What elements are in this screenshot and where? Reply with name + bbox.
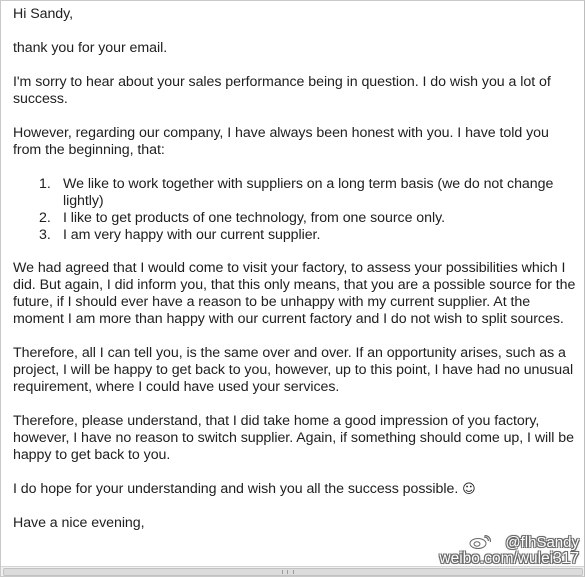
weibo-handle: @flhSandy bbox=[505, 534, 579, 551]
weibo-url: weibo.com/wulei317 bbox=[439, 550, 579, 567]
list-item-number: 3. bbox=[39, 227, 51, 243]
email-thanks: thank you for your email. bbox=[13, 40, 168, 56]
weibo-watermark bbox=[379, 534, 579, 570]
list-item bbox=[13, 210, 579, 227]
list-item-number: 1. bbox=[39, 176, 51, 192]
list-item-text: I am very happy with our current supplier. bbox=[63, 227, 321, 243]
email-paragraph-hope bbox=[13, 481, 579, 498]
email-paragraph-therefore-1: Therefore, all I can tell you, is the same over and over. If an opportunity arises, such as a project, I will be happy to get back to you, however, up to this point, I have had no unusual requirement, where I could have used your services. bbox=[13, 345, 574, 395]
scrollbar-grip-icon bbox=[282, 570, 294, 574]
email-paragraph-sorry: I'm sorry to hear about your sales performance being in question. I do wish you a lot of success. bbox=[13, 74, 551, 107]
email-paragraph-therefore-2: Therefore, please understand, that I did take home a good impression of you factory, however, I have no reason to switch supplier. Again, if something should come up, I will be happy to get back to you. bbox=[13, 413, 574, 463]
email-paragraph-however: However, regarding our company, I have always been honest with you. I have told you from the beginning, that: bbox=[13, 125, 549, 158]
smiley-icon: ☺ bbox=[462, 482, 476, 497]
email-greeting: Hi Sandy, bbox=[13, 6, 74, 22]
list-item bbox=[13, 227, 579, 244]
email-hope-text: I do hope for your understanding and wish you all the success possible. bbox=[13, 481, 459, 497]
email-paragraph-agreed: We had agreed that I would come to visit your factory, to assess your possibilities which I did. But again, I did inform you, that this only means, that you are a possible source for the future, if I should ever have a reason to be unhappy with my current supplier. At the moment I am more than happy with our current factory and I do not wish to split sources. bbox=[13, 260, 576, 327]
email-closing: Have a nice evening, bbox=[13, 515, 145, 531]
list-item bbox=[13, 176, 579, 210]
email-numbered-list bbox=[13, 176, 579, 244]
list-item-number: 2. bbox=[39, 210, 51, 226]
list-item-text: I like to get products of one technology, from one source only. bbox=[63, 210, 445, 226]
list-item-text: We like to work together with suppliers on a long term basis (we do not change lightly) bbox=[63, 176, 554, 209]
weibo-icon bbox=[469, 535, 491, 549]
email-body bbox=[13, 6, 579, 549]
